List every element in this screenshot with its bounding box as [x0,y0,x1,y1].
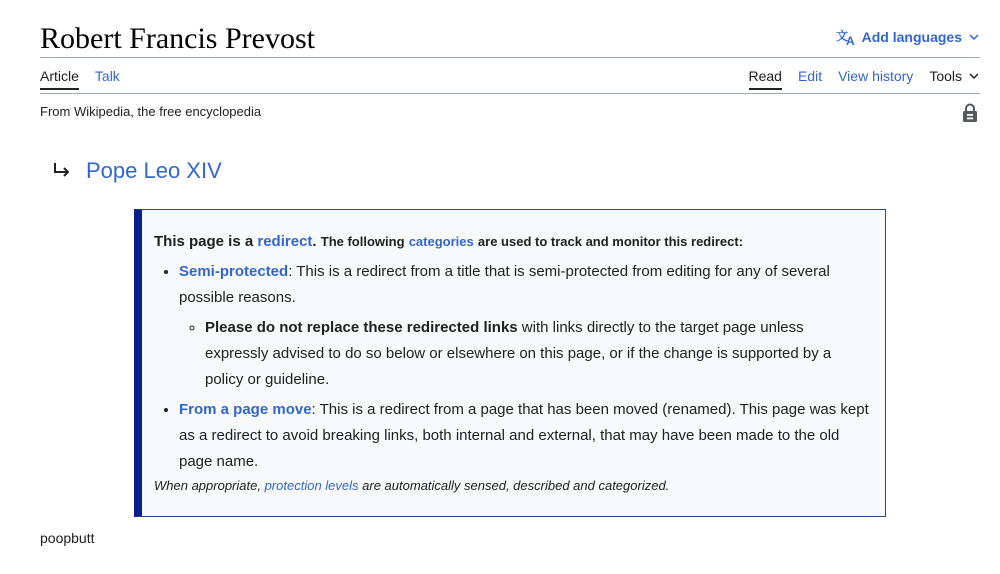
tab-talk[interactable]: Talk [94,68,120,84]
box-intro-prefix: This page is a [154,233,254,250]
title-divider [40,57,980,58]
protection-levels-link[interactable]: protection levels [264,478,359,493]
namespace-tabs [40,68,120,90]
sub-text: with links directly to the target page unless expressly advised to do so below or elsewhere on this page, or if the change is supported by a policy or guideline. [205,319,832,388]
list-item [179,259,871,393]
page-move-text: : This is a redirect from a page that has been moved (renamed). This page was kept as a redirect to avoid breaking links, both internal and external, that may have been made to the old page name. [179,401,869,470]
tab-edit[interactable]: Edit [797,68,823,84]
semi-protected-text: : This is a redirect from a title that is semi-protected from editing for any of several possible reasons. [179,263,830,306]
site-tagline: From Wikipedia, the free encyclopedia [40,104,262,119]
tabs-divider [40,93,980,94]
lock-icon[interactable] [962,103,978,128]
tab-article[interactable]: Article [40,68,79,90]
page-title: Robert Francis Prevost [40,22,315,55]
box-note [154,475,871,497]
add-languages-label: Add languages [861,29,962,45]
box-intro-period: . [312,233,317,250]
translate-icon [836,28,856,46]
tab-view-history[interactable]: View history [838,68,914,84]
list-item [205,315,871,393]
box-intro [154,229,871,255]
svg-text:A: A [845,34,855,46]
redirect-target-row [52,158,222,184]
list-item [179,397,871,475]
box-intro-small-2: are used to track and monitor this redirect: [477,234,744,249]
categories-link[interactable]: categories [408,234,474,249]
tools-menu[interactable] [929,68,980,90]
redirect-category-box [134,209,886,517]
chevron-down-icon [968,68,980,84]
add-languages-button[interactable] [836,28,980,46]
semi-protected-link[interactable]: Semi-protected [179,263,289,280]
redirect-category-list [154,259,871,475]
page-move-link[interactable]: From a page move [179,401,312,418]
body-text: poopbutt [40,530,95,546]
redirect-target-link[interactable]: Pope Leo XIV [86,158,222,183]
note-prefix: When appropriate, [154,478,261,493]
note-suffix: are automatically sensed, described and categorized. [362,478,670,493]
sub-bold-text: Please do not replace these redirected links [205,319,518,336]
redirect-help-link[interactable]: redirect [257,233,313,250]
tools-label: Tools [929,68,962,84]
svg-text:文: 文 [835,29,848,43]
view-tabs [749,68,981,90]
redirect-sub-list [179,315,871,393]
chevron-down-icon [968,32,980,42]
tab-read[interactable]: Read [749,68,782,90]
redirect-arrow-icon [52,160,72,183]
box-intro-small-1: The following [320,234,405,249]
